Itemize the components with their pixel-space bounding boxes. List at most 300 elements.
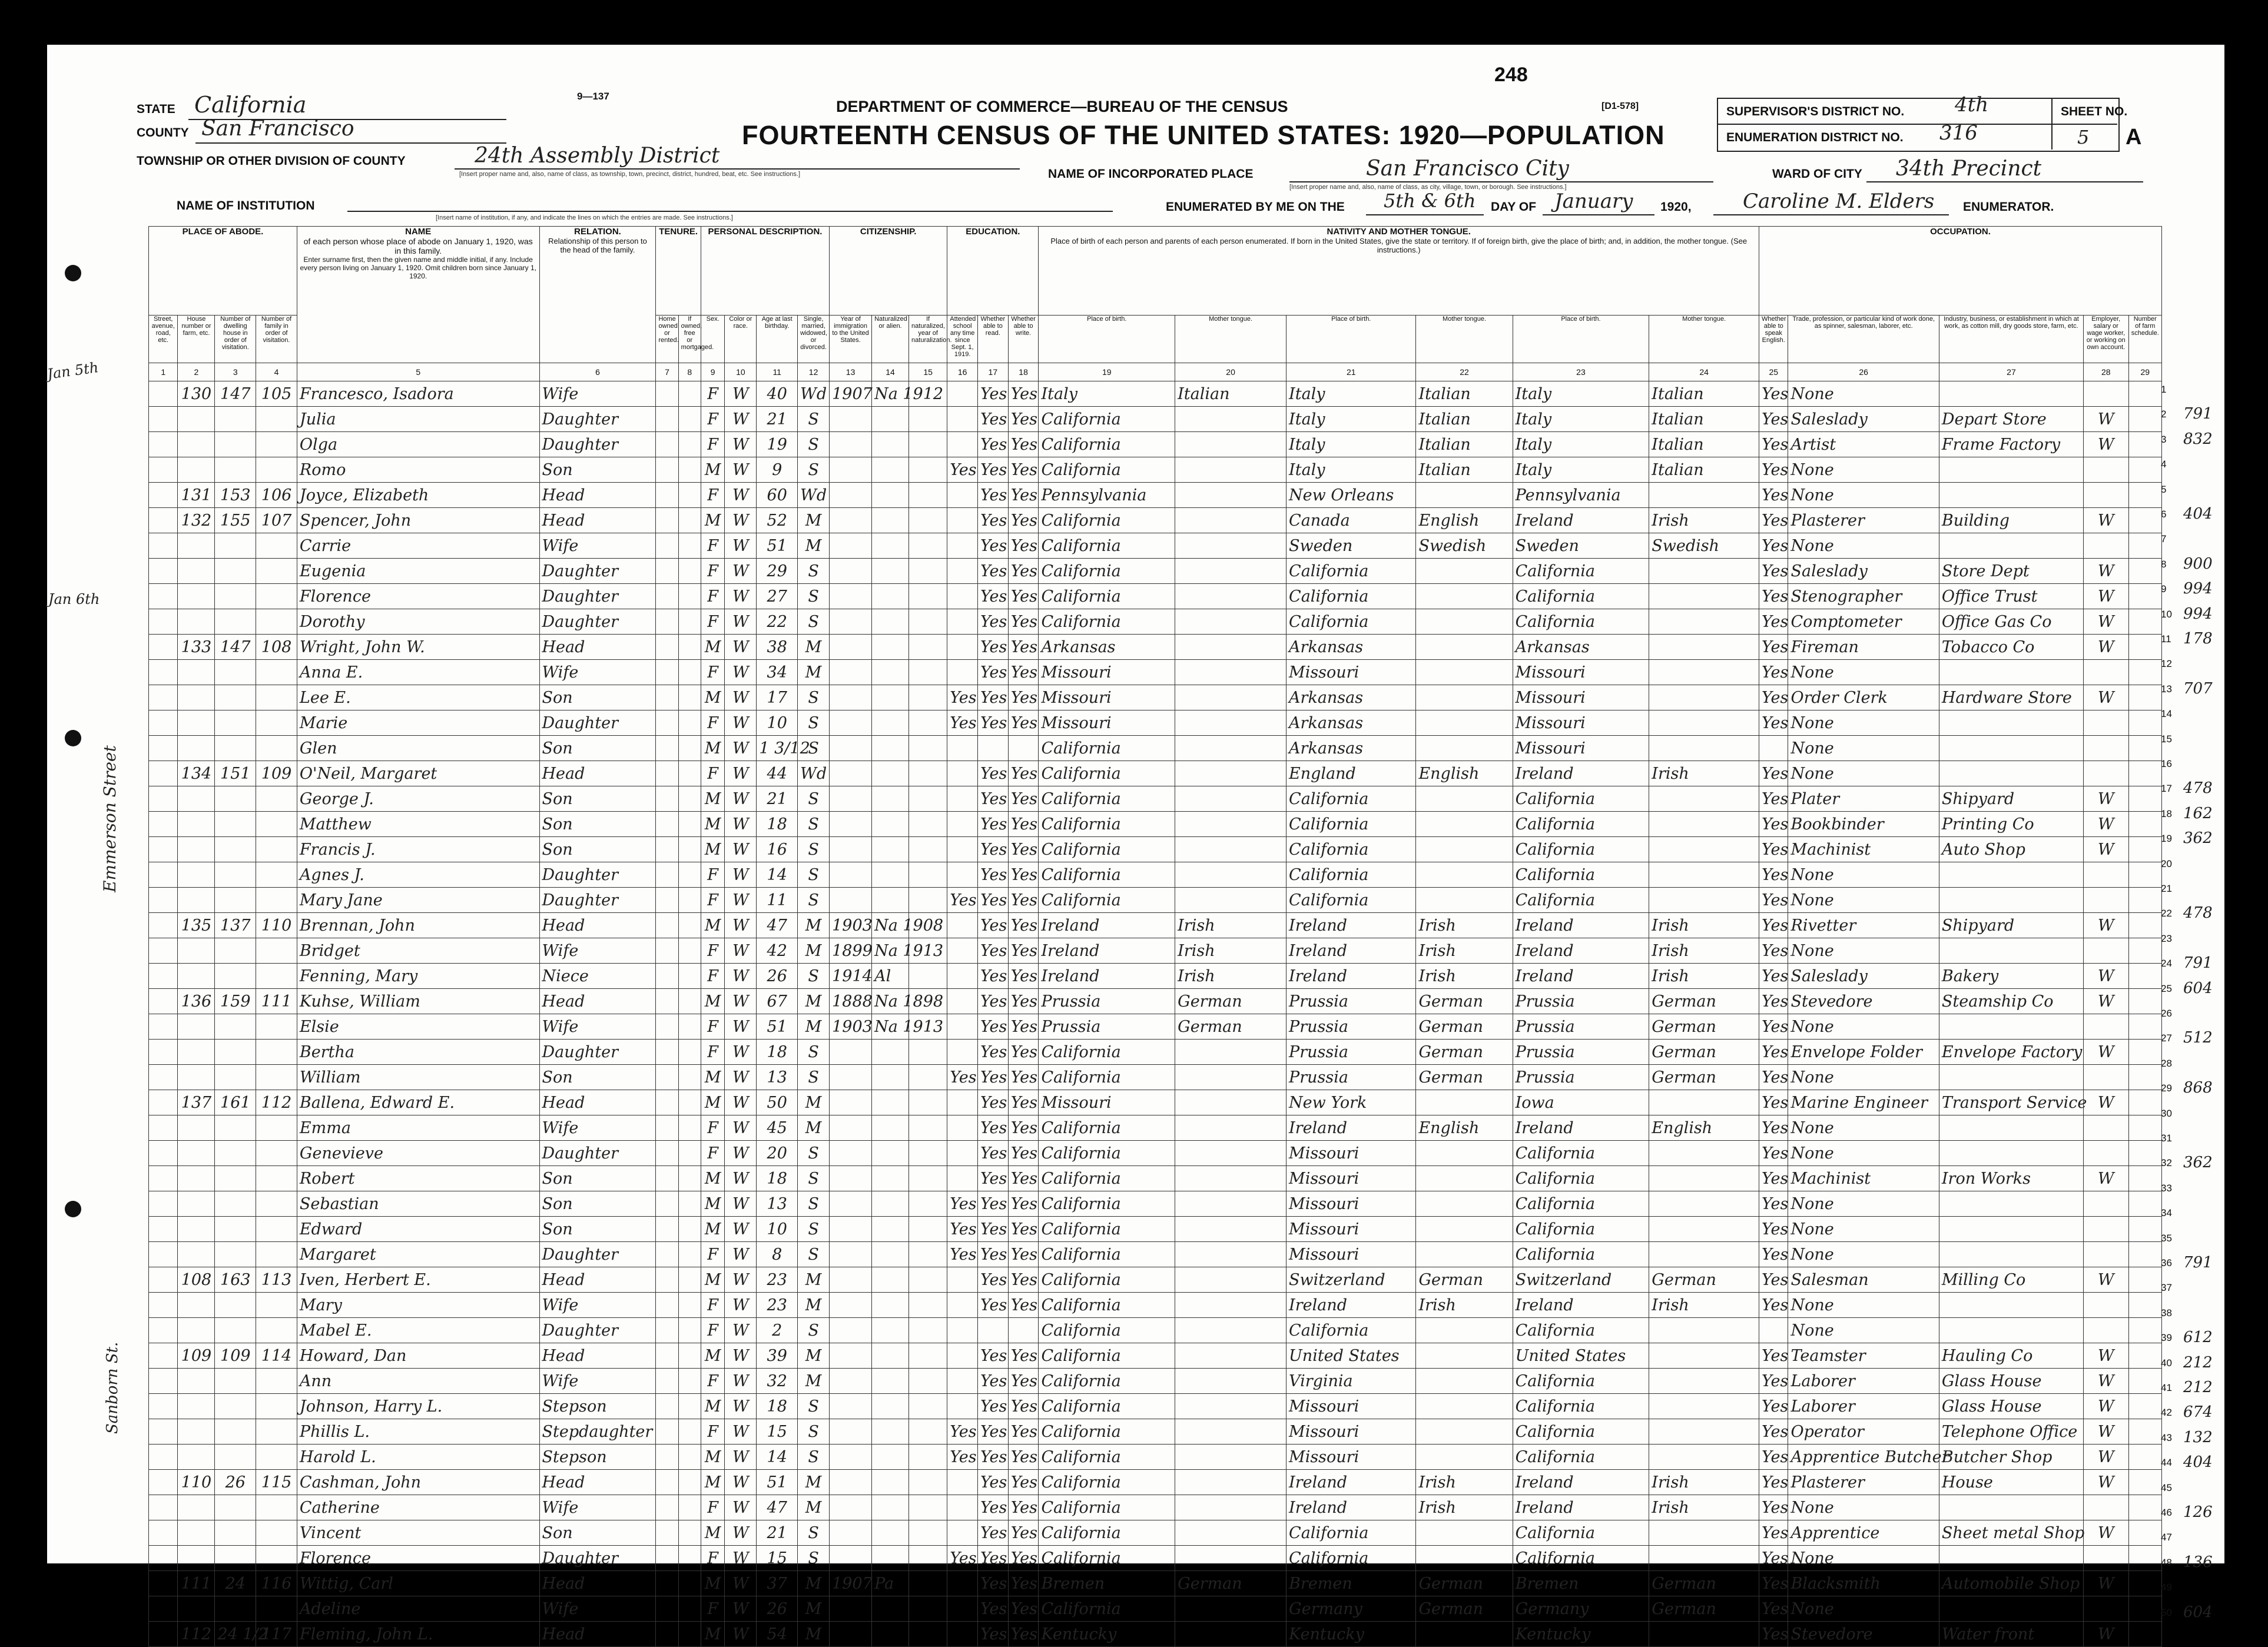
- nat-cell: Al: [872, 964, 909, 989]
- street-cell: [149, 1369, 178, 1394]
- imm-cell: [830, 584, 872, 609]
- ind-cell: [1939, 533, 2083, 559]
- eng-cell: Yes: [1759, 989, 1788, 1014]
- mt-cell: [1175, 635, 1286, 660]
- nat-cell: [872, 508, 909, 533]
- column-number: 7: [656, 363, 678, 381]
- occ-cell: Comptometer: [1788, 609, 1939, 635]
- mpob-cell: Bremen: [1513, 1571, 1649, 1596]
- cls-cell: [2084, 457, 2128, 483]
- rel-cell: Daughter: [539, 432, 656, 457]
- column-header: Place of birth.: [1513, 316, 1649, 363]
- sch-cell: Yes: [947, 457, 978, 483]
- imm-cell: [830, 888, 872, 913]
- wr-cell: Yes: [1008, 1090, 1039, 1115]
- column-header: Whether able to write.: [1008, 316, 1039, 363]
- mt-cell: [1175, 736, 1286, 761]
- street-cell: [149, 508, 178, 533]
- age-cell: 19: [757, 432, 798, 457]
- fmt-cell: [1416, 710, 1513, 736]
- occupation-code: 791: [2183, 954, 2213, 972]
- empty-cell: [2128, 786, 2162, 812]
- occupation-code: 791: [2183, 405, 2213, 423]
- rd-cell: Yes: [977, 559, 1008, 584]
- house-cell: [178, 1495, 215, 1520]
- rd-cell: Yes: [977, 1040, 1008, 1065]
- nat-cell: Pa: [872, 1571, 909, 1596]
- street-cell: [149, 1596, 178, 1622]
- punch-hole-icon: [65, 730, 81, 746]
- street-cell: [149, 1014, 178, 1040]
- mt-cell: [1175, 1622, 1286, 1647]
- rel-cell: Daughter: [539, 1546, 656, 1571]
- fmt-cell: [1416, 1242, 1513, 1267]
- empty-cell: [656, 1191, 678, 1217]
- table-row: [149, 381, 2162, 407]
- rel-cell: Daughter: [539, 1040, 656, 1065]
- fpob-cell: Missouri: [1286, 1445, 1416, 1470]
- sex-cell: M: [701, 1622, 724, 1647]
- empty-cell: [909, 862, 947, 888]
- line-number: 42: [2161, 1407, 2172, 1419]
- nat-cell: [872, 1546, 909, 1571]
- ms-cell: S: [798, 584, 830, 609]
- street-cell: [149, 888, 178, 913]
- rd-cell: Yes: [977, 1014, 1008, 1040]
- rel-cell: Son: [539, 1065, 656, 1090]
- sch-cell: Yes: [947, 1242, 978, 1267]
- street-cell: [149, 1040, 178, 1065]
- cls-cell: W: [2084, 559, 2128, 584]
- fmt-cell: [1416, 736, 1513, 761]
- wr-cell: Yes: [1008, 1242, 1039, 1267]
- nat-cell: [872, 710, 909, 736]
- fam-cell: [256, 812, 297, 837]
- pob-cell: California: [1039, 1394, 1175, 1419]
- empty-cell: [909, 559, 947, 584]
- name-cell: Carrie: [297, 533, 539, 559]
- table-row: [149, 888, 2162, 913]
- empty-cell: [2128, 1293, 2162, 1318]
- occupation-code: 132: [2183, 1428, 2213, 1446]
- mmt-cell: [1649, 1394, 1759, 1419]
- sch-cell: [947, 1115, 978, 1141]
- ind-cell: Auto Shop: [1939, 837, 2083, 862]
- fpob-cell: California: [1286, 888, 1416, 913]
- fam-cell: [256, 1419, 297, 1445]
- empty-cell: [656, 812, 678, 837]
- mt-cell: [1175, 559, 1286, 584]
- street-cell: [149, 710, 178, 736]
- nat-cell: [872, 786, 909, 812]
- table-row: [149, 1242, 2162, 1267]
- rd-cell: Yes: [977, 1419, 1008, 1445]
- pob-cell: California: [1039, 533, 1175, 559]
- ms-cell: S: [798, 862, 830, 888]
- house-cell: [178, 1445, 215, 1470]
- empty-cell: [909, 1242, 947, 1267]
- mpob-cell: Italy: [1513, 432, 1649, 457]
- ind-cell: Telephone Office: [1939, 1419, 2083, 1445]
- mt-cell: [1175, 1470, 1286, 1495]
- fmt-cell: [1416, 559, 1513, 584]
- mt-cell: [1175, 1293, 1286, 1318]
- pob-cell: Bremen: [1039, 1571, 1175, 1596]
- column-header: House number or farm, etc.: [178, 316, 215, 363]
- cls-cell: [2084, 1217, 2128, 1242]
- occ-cell: None: [1788, 1293, 1939, 1318]
- name-cell: Wittig, Carl: [297, 1571, 539, 1596]
- race-cell: W: [725, 635, 757, 660]
- sch-cell: [947, 913, 978, 938]
- ms-cell: M: [798, 1622, 830, 1647]
- empty-cell: [909, 1318, 947, 1343]
- empty-cell: [909, 761, 947, 786]
- occ-cell: None: [1788, 1495, 1939, 1520]
- pob-cell: Italy: [1039, 381, 1175, 407]
- sex-cell: M: [701, 1217, 724, 1242]
- wr-cell: Yes: [1008, 786, 1039, 812]
- mt-cell: Irish: [1175, 913, 1286, 938]
- rd-cell: Yes: [977, 837, 1008, 862]
- line-number: 49: [2161, 1582, 2172, 1593]
- wr-cell: Yes: [1008, 1495, 1039, 1520]
- ms-cell: S: [798, 888, 830, 913]
- house-cell: [178, 1115, 215, 1141]
- line-number: 44: [2161, 1457, 2172, 1469]
- occ-cell: Plasterer: [1788, 1470, 1939, 1495]
- empty-cell: [656, 913, 678, 938]
- fpob-cell: New Orleans: [1286, 483, 1416, 508]
- street-cell: [149, 1293, 178, 1318]
- county-label: COUNTY: [137, 126, 189, 140]
- rd-cell: Yes: [977, 1520, 1008, 1546]
- rd-cell: Yes: [977, 685, 1008, 710]
- dwel-cell: [215, 1014, 256, 1040]
- name-cell: Margaret: [297, 1242, 539, 1267]
- nat-cell: [872, 533, 909, 559]
- line-number: 18: [2161, 808, 2172, 819]
- cls-cell: [2084, 1546, 2128, 1571]
- empty-cell: [678, 913, 701, 938]
- rd-cell: Yes: [977, 381, 1008, 407]
- empty-cell: [2128, 1090, 2162, 1115]
- race-cell: W: [725, 1166, 757, 1191]
- dwel-cell: 153: [215, 483, 256, 508]
- race-cell: W: [725, 660, 757, 685]
- mt-cell: [1175, 1369, 1286, 1394]
- mpob-cell: Sweden: [1513, 533, 1649, 559]
- line-number: 3: [2161, 433, 2167, 445]
- empty-cell: [656, 508, 678, 533]
- cls-cell: [2084, 660, 2128, 685]
- eng-cell: Yes: [1759, 584, 1788, 609]
- table-row: [149, 913, 2162, 938]
- imm-cell: 1907: [830, 1571, 872, 1596]
- rel-cell: Head: [539, 1343, 656, 1369]
- fam-cell: [256, 1166, 297, 1191]
- empty-cell: [2128, 913, 2162, 938]
- dwel-cell: [215, 584, 256, 609]
- name-cell: Romo: [297, 457, 539, 483]
- sch-cell: [947, 609, 978, 635]
- line-number: 48: [2161, 1556, 2172, 1568]
- imm-cell: [830, 432, 872, 457]
- line-number: 50: [2161, 1606, 2172, 1618]
- occupation-code: 900: [2183, 554, 2213, 573]
- age-cell: 20: [757, 1141, 798, 1166]
- dwel-cell: [215, 837, 256, 862]
- rd-cell: Yes: [977, 1115, 1008, 1141]
- wr-cell: Yes: [1008, 1596, 1039, 1622]
- cls-cell: W: [2084, 609, 2128, 635]
- wr-cell: Yes: [1008, 1470, 1039, 1495]
- street-cell: [149, 989, 178, 1014]
- sch-cell: [947, 1293, 978, 1318]
- census-table: [148, 226, 2162, 1647]
- eng-cell: Yes: [1759, 1546, 1788, 1571]
- fam-cell: 109: [256, 761, 297, 786]
- column-number: 15: [909, 363, 947, 381]
- empty-cell: [2128, 1470, 2162, 1495]
- dwel-cell: 161: [215, 1090, 256, 1115]
- name-cell: Elsie: [297, 1014, 539, 1040]
- street-cell: [149, 1318, 178, 1343]
- age-cell: 14: [757, 1445, 798, 1470]
- street-cell: [149, 761, 178, 786]
- pob-cell: California: [1039, 888, 1175, 913]
- name-cell: Julia: [297, 407, 539, 432]
- imm-cell: [830, 559, 872, 584]
- name-cell: Spencer, John: [297, 508, 539, 533]
- wr-cell: Yes: [1008, 483, 1039, 508]
- empty-cell: [2128, 989, 2162, 1014]
- rel-cell: Head: [539, 1470, 656, 1495]
- column-header: Number of family in order of visitation.: [256, 316, 297, 363]
- mt-cell: [1175, 407, 1286, 432]
- mpob-cell: Prussia: [1513, 1040, 1649, 1065]
- mpob-cell: Italy: [1513, 407, 1649, 432]
- cls-cell: W: [2084, 1520, 2128, 1546]
- empty-cell: [656, 964, 678, 989]
- line-number: 1: [2161, 384, 2167, 395]
- line-number: 14: [2161, 708, 2172, 720]
- mpob-cell: Missouri: [1513, 660, 1649, 685]
- eng-cell: Yes: [1759, 1040, 1788, 1065]
- sex-cell: F: [701, 1242, 724, 1267]
- dwel-cell: 163: [215, 1267, 256, 1293]
- sex-cell: F: [701, 559, 724, 584]
- eng-cell: Yes: [1759, 1267, 1788, 1293]
- sch-cell: [947, 584, 978, 609]
- pob-cell: Missouri: [1039, 1090, 1175, 1115]
- table-row: [149, 1343, 2162, 1369]
- sex-cell: M: [701, 1267, 724, 1293]
- occ-cell: None: [1788, 660, 1939, 685]
- line-number: 45: [2161, 1482, 2172, 1493]
- column-header: Whether able to read.: [977, 316, 1008, 363]
- ind-cell: [1939, 1065, 2083, 1090]
- fam-cell: [256, 1546, 297, 1571]
- sch-cell: Yes: [947, 1419, 978, 1445]
- empty-cell: [909, 1217, 947, 1242]
- cls-cell: [2084, 1065, 2128, 1090]
- empty-cell: [909, 635, 947, 660]
- cls-cell: W: [2084, 837, 2128, 862]
- ms-cell: S: [798, 609, 830, 635]
- ms-cell: S: [798, 1166, 830, 1191]
- cls-cell: [2084, 1115, 2128, 1141]
- rd-cell: Yes: [977, 964, 1008, 989]
- table-row: [149, 1546, 2162, 1571]
- pob-cell: California: [1039, 1191, 1175, 1217]
- house-cell: [178, 1141, 215, 1166]
- race-cell: W: [725, 1242, 757, 1267]
- name-cell: Francis J.: [297, 837, 539, 862]
- empty-cell: [678, 533, 701, 559]
- mt-cell: [1175, 1445, 1286, 1470]
- margin-note-date: Jan 6th: [48, 591, 100, 607]
- rel-cell: Head: [539, 1267, 656, 1293]
- ms-cell: M: [798, 989, 830, 1014]
- table-row: [149, 761, 2162, 786]
- ind-cell: Milling Co: [1939, 1267, 2083, 1293]
- column-number: 18: [1008, 363, 1039, 381]
- empty-cell: [678, 1394, 701, 1419]
- fpob-cell: Prussia: [1286, 989, 1416, 1014]
- wr-cell: Yes: [1008, 635, 1039, 660]
- empty-cell: [909, 1293, 947, 1318]
- empty-cell: [2128, 1394, 2162, 1419]
- nat-cell: [872, 1242, 909, 1267]
- eng-cell: [1759, 736, 1788, 761]
- house-cell: [178, 1293, 215, 1318]
- empty-cell: [678, 432, 701, 457]
- fam-cell: [256, 1115, 297, 1141]
- sex-cell: F: [701, 584, 724, 609]
- cls-cell: W: [2084, 1622, 2128, 1647]
- empty-cell: [678, 1242, 701, 1267]
- name-cell: O'Neil, Margaret: [297, 761, 539, 786]
- occ-cell: None: [1788, 1014, 1939, 1040]
- empty-cell: [656, 1419, 678, 1445]
- race-cell: W: [725, 1596, 757, 1622]
- age-cell: 44: [757, 761, 798, 786]
- race-cell: W: [725, 1470, 757, 1495]
- pob-cell: Prussia: [1039, 1014, 1175, 1040]
- mpob-cell: California: [1513, 862, 1649, 888]
- mmt-cell: Italian: [1649, 407, 1759, 432]
- nat-cell: [872, 1369, 909, 1394]
- table-row: [149, 736, 2162, 761]
- fam-cell: 108: [256, 635, 297, 660]
- wr-cell: Yes: [1008, 1571, 1039, 1596]
- line-number: 37: [2161, 1282, 2172, 1294]
- mpob-cell: Pennsylvania: [1513, 483, 1649, 508]
- race-cell: W: [725, 432, 757, 457]
- empty-cell: [656, 584, 678, 609]
- mpob-cell: Ireland: [1513, 1495, 1649, 1520]
- pob-cell: Ireland: [1039, 964, 1175, 989]
- column-header: If naturalized, year of naturalization.: [909, 316, 947, 363]
- line-number: 32: [2161, 1157, 2172, 1169]
- line-number: 19: [2161, 833, 2172, 845]
- street-cell: [149, 1470, 178, 1495]
- rel-cell: Son: [539, 1191, 656, 1217]
- cls-cell: W: [2084, 1445, 2128, 1470]
- mmt-cell: [1649, 812, 1759, 837]
- pob-cell: Pennsylvania: [1039, 483, 1175, 508]
- fam-cell: [256, 1394, 297, 1419]
- ind-cell: [1939, 862, 2083, 888]
- ms-cell: S: [798, 736, 830, 761]
- race-cell: W: [725, 1369, 757, 1394]
- age-cell: 21: [757, 407, 798, 432]
- column-header: Number of dwelling house in order of visitation.: [215, 316, 256, 363]
- rel-cell: Wife: [539, 938, 656, 964]
- mmt-cell: German: [1649, 1065, 1759, 1090]
- eng-cell: Yes: [1759, 761, 1788, 786]
- fam-cell: [256, 660, 297, 685]
- empty-cell: [2128, 1343, 2162, 1369]
- dwel-cell: [215, 457, 256, 483]
- eng-cell: Yes: [1759, 837, 1788, 862]
- imm-cell: [830, 1369, 872, 1394]
- pob-cell: California: [1039, 1343, 1175, 1369]
- column-header: Mother tongue.: [1649, 316, 1759, 363]
- name-cell: Ballena, Edward E.: [297, 1090, 539, 1115]
- occupation-code: 362: [2183, 1154, 2213, 1172]
- occ-cell: Machinist: [1788, 1166, 1939, 1191]
- empty-cell: [656, 381, 678, 407]
- rd-cell: Yes: [977, 888, 1008, 913]
- fam-cell: 115: [256, 1470, 297, 1495]
- occupation-code: 404: [2183, 1453, 2213, 1472]
- rd-cell: Yes: [977, 533, 1008, 559]
- empty-cell: [656, 1267, 678, 1293]
- wr-cell: Yes: [1008, 432, 1039, 457]
- pob-cell: Ireland: [1039, 938, 1175, 964]
- empty-cell: [909, 1495, 947, 1520]
- nat-cell: [872, 1065, 909, 1090]
- nat-cell: [872, 1267, 909, 1293]
- fam-cell: [256, 837, 297, 862]
- column-number: 20: [1175, 363, 1286, 381]
- mmt-cell: Italian: [1649, 457, 1759, 483]
- fmt-cell: German: [1416, 1267, 1513, 1293]
- fam-cell: 117: [256, 1622, 297, 1647]
- mmt-cell: [1649, 1166, 1759, 1191]
- table-row: [149, 457, 2162, 483]
- street-cell: [149, 381, 178, 407]
- column-header: Home owned or rented.: [656, 316, 678, 363]
- empty-cell: [2128, 1445, 2162, 1470]
- empty-cell: [2128, 483, 2162, 508]
- dwel-cell: [215, 1394, 256, 1419]
- line-number: 39: [2161, 1332, 2172, 1344]
- empty-cell: [909, 1419, 947, 1445]
- table-row: [149, 1445, 2162, 1470]
- ms-cell: S: [798, 1141, 830, 1166]
- fmt-cell: Irish: [1416, 913, 1513, 938]
- mmt-cell: [1649, 710, 1759, 736]
- mmt-cell: [1649, 609, 1759, 635]
- line-number: 43: [2161, 1432, 2172, 1443]
- empty-cell: [656, 1445, 678, 1470]
- ms-cell: M: [798, 533, 830, 559]
- empty-cell: [2128, 837, 2162, 862]
- rd-cell: Yes: [977, 1090, 1008, 1115]
